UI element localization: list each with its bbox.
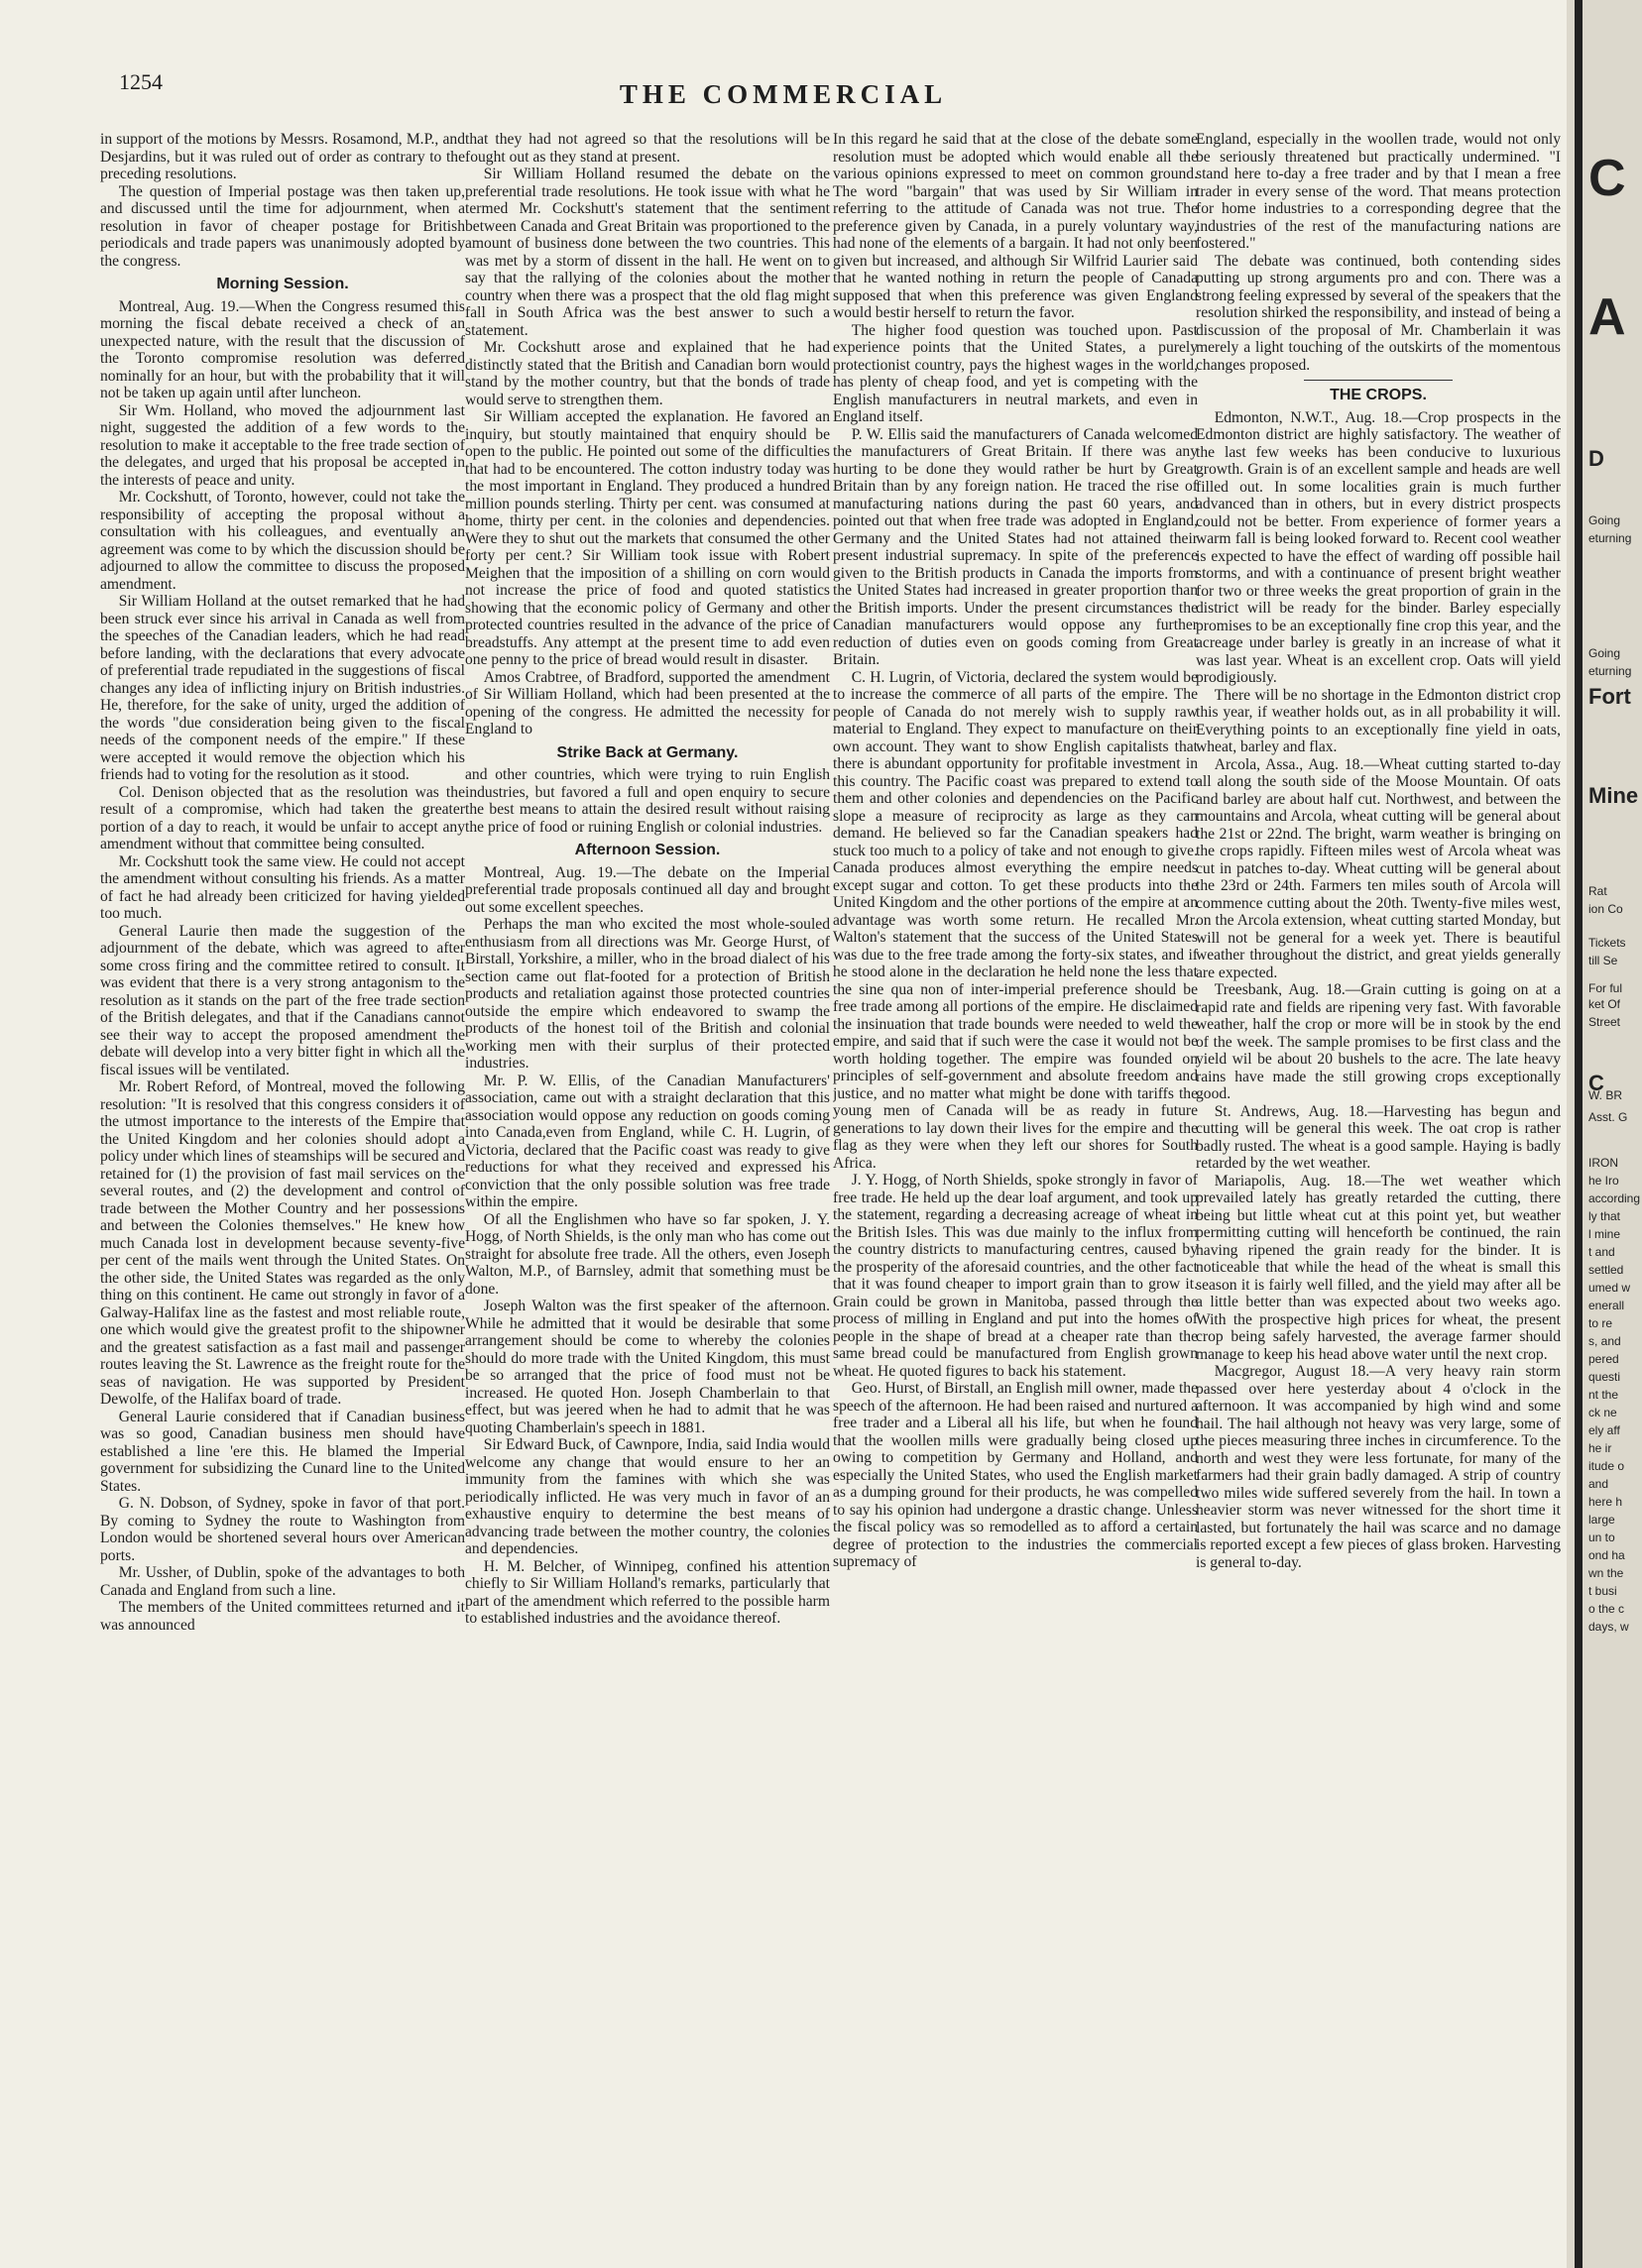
- margin-fragment: Going: [1588, 646, 1621, 660]
- margin-fragment: For ful: [1588, 981, 1623, 995]
- margin-fragment: ly that: [1588, 1209, 1621, 1223]
- column-1: [100, 131, 465, 2242]
- margin-fragment: wn the: [1588, 1566, 1624, 1580]
- margin-fragment: pered: [1588, 1352, 1619, 1366]
- adjacent-page-margin: [1567, 0, 1642, 2268]
- margin-fragment: large: [1588, 1513, 1615, 1527]
- margin-fragment: D: [1588, 446, 1604, 471]
- article-paragraph: Arcola, Assa., Aug. 18.—Wheat cutting started to-day all along the south side of the Moose Mountain. Of oats and barley are about half cut. Northwest, and between the mountains and Arcola, wheat cutting will be general about the 21st or 22nd. The bright, warm weather is bringing on the crops rapidly. Fifteen miles west of Arcola wheat was cut in patches to-day. Wheat cutting will be general about the 23rd or 24th. Farmers ten miles south of Arcola will commence cutting about the 20th. Twenty-five miles west, on the Arcola extension, wheat cutting started Monday, but will not be general for a week yet. There is beautiful weather throughout the district, and great yields generally are expected.: [1196, 755, 1561, 981]
- article-paragraph: General Laurie considered that if Canadian business was so good, Canadian business men should have established a line 'ere this. He blamed the Imperial government for subsidizing the Cunard line to the United States.: [100, 1408, 465, 1495]
- article-paragraph: England, especially in the woollen trade, would not only be seriously threatened but practically undermined. "I stand here to-day a free trader and by that I mean a free trader in every sense of the word. That means protection for home industries to a corresponding degree that the industries of the rest of the manufacturing nations are fostered.": [1196, 131, 1561, 252]
- article-paragraph: in support of the motions by Messrs. Rosamond, M.P., and Desjardins, but it was ruled out of order as contrary to the preceding resolutions.: [100, 131, 465, 182]
- margin-fragment: ond ha: [1588, 1548, 1625, 1562]
- article-paragraph: There will be no shortage in the Edmonton district crop this year, if weather holds out, as in all probability it will. Everything points to an exceptionally fine yield in oats, wheat, barley and flax.: [1196, 686, 1561, 755]
- margin-fragment: Asst. G: [1588, 1110, 1628, 1124]
- article-paragraph: In this regard he said that at the close of the debate some resolution must be adopted which would enable all the various opinions expressed to meet on common ground. The word "bargain" that was used by Sir William in referring to the attitude of Canada was not true. The preference given by Canada, in a purely voluntary way, had none of the elements of a bargain. It had not only been given but increased, and although Sir Wilfrid Laurier said that he wanted nothing in return the people of Canada supposed that when this preference was given England would bestir herself to return the favor.: [833, 131, 1198, 321]
- column-4: [1196, 131, 1561, 2242]
- article-paragraph: H. M. Belcher, of Winnipeg, confined his attention chiefly to Sir William Holland's remarks, particularly that part of the amendment which referred to the possible harm to established industries and the avoidance thereof.: [465, 1557, 830, 1627]
- margin-fragment: ket Of: [1588, 997, 1621, 1011]
- column-3: [833, 131, 1198, 2242]
- margin-fragment: according: [1588, 1191, 1641, 1205]
- margin-fragment: IRON: [1588, 1156, 1618, 1170]
- article-paragraph: General Laurie then made the suggestion of the adjournment of the debate, which was agreed to after some cross firing and the committee retired to consult. It was evident that there is a very strong antagonism to the resolution as it stands on the part of the free trade section of the British delegates, and that if the Canadians cannot see their way to accept the proposed amendment the debate will develop into a very bitter fight in which all the fiscal issues will be ventilated.: [100, 922, 465, 1078]
- article-paragraph: Of all the Englishmen who have so far spoken, J. Y. Hogg, of North Shields, is the only man who has come out straight for absolute free trade. All the others, even Joseph Walton, M.P., of Barnsley, admit that something must be done.: [465, 1210, 830, 1298]
- margin-fragment: Tickets: [1588, 936, 1626, 950]
- section-heading: THE CROPS.: [1330, 387, 1427, 403]
- article-paragraph: Montreal, Aug. 19.—When the Congress resumed this morning the fiscal debate received a check of an unexpected nature, with the result that the discussion of the Toronto compromise resolution was deferred nominally for an hour, but with the probability that it will not be taken up again until after luncheon.: [100, 297, 465, 401]
- article-paragraph: that they had not agreed so that the resolutions will be fought out as they stand at present.: [465, 131, 830, 166]
- article-paragraph: Sir William Holland at the outset remarked that he had been struck ever since his arrival in Canada as well from the speeches of the Canadian leaders, which he had read before landing, with the declarations that every advocate of preferential trade repudiated in the suggestions of fiscal changes any idea of inflicting injury on British industries. He, therefore, for the sake of unity, urged the addition of the words "due consideration being given to the fiscal needs of the component needs of the empire." If these were accepted it would remove the objection which his friends had to voting for the resolution as it stood.: [100, 593, 465, 783]
- article-paragraph: Edmonton, N.W.T., Aug. 18.—Crop prospects in the Edmonton district are highly satisfactory. The weather of the last few weeks has been conducive to luxurious growth. Grain is of an excellent sample and heads are well filled out. In some localities grain is much further advanced than in others, but in every district prospects could not be better. From experience of former years a warm fall is being looked forward to. Recent cool weather is expected to have the effect of warding off possible hail storms, and with a continuance of present bright weather for two or three weeks the great proportion of grain in the district will be ready for the binder. Barley especially promises to be an exceptionally fine crop this year, and the acreage under barley is greatly in an increase of what it was last year. Wheat is an excellent crop. Oats will yield prodigiously.: [1196, 408, 1561, 686]
- article-paragraph: Sir Wm. Holland, who moved the adjournment last night, suggested the addition of a few words to the resolution to make it acceptable to the free trade section of the delegates, and urged that his proposal be accepted in the interests of peace and unity.: [100, 401, 465, 489]
- binding-edge: [1575, 0, 1583, 2268]
- article-paragraph: Mr. Cockshutt, of Toronto, however, could not take the responsibility of accepting the proposal without a consultation with his colleagues, and eventually an agreement was come to by which the discussion should be adjourned to allow the committee to discuss the proposed amendment.: [100, 489, 465, 593]
- margin-fragment: s, and: [1588, 1334, 1621, 1348]
- article-paragraph: Treesbank, Aug. 18.—Grain cutting is going on at a rapid rate and fields are ripening very fast. With favorable weather, half the crop or more will be in stook by the end of the week. The sample promises to be first class and the yield wil be about 20 bushels to the acre. The late heavy rains have made the still growing crops exceptionally good.: [1196, 981, 1561, 1102]
- article-paragraph: Mr. Cockshutt arose and explained that he had distinctly stated that the British and Canadian born would stand by the mother country, but that the bonds of trade would serve to strengthen them.: [465, 339, 830, 408]
- margin-fragment: he Iro: [1588, 1174, 1619, 1188]
- page-number: 1254: [119, 69, 163, 94]
- column-2: [465, 131, 830, 2242]
- margin-fragment: t busi: [1588, 1584, 1617, 1598]
- article-paragraph: Mr. Robert Reford, of Montreal, moved the following resolution: "It is resolved that this congress considers it of the utmost importance to the interests of the Empire that the United Kingdom and her colonies should adopt a policy under which lines of steamships will be secured and retained for (1) the provision of fast mail services on the several routes, and (2) the development and control of trade between the Mother Country and her possessions and between the Colonies themselves." He knew how much Canada lost in development because seventy-five per cent of the mails went through the United States. On the other side, the United States was regarded as the only thing on this continent. He came out strongly in favor of a Galway-Halifax line as the fastest and most reliable route, one which would give the greatest profit to the shipowner and the greatest satisfaction as a fast mail and passenger routes leaving the St. Lawrence as the freight route for the seas of navigation. He was supported by President Dewolfe, of the Halifax board of trade.: [100, 1078, 465, 1408]
- article-paragraph: G. N. Dobson, of Sydney, spoke in favor of that port. By coming to Sydney the route to Washington from London would be shortened several hours over American ports.: [100, 1495, 465, 1564]
- margin-fragment: Fort: [1588, 684, 1631, 709]
- article-paragraph: Mr. Cockshutt took the same view. He could not accept the amendment without consulting his friends. As a matter of fact he had already been criticized for having yielded too much.: [100, 852, 465, 922]
- section-divider: [1304, 380, 1453, 381]
- margin-fragment: settled: [1588, 1263, 1624, 1277]
- margin-fragment: ck ne: [1588, 1406, 1617, 1419]
- margin-fragment: till Se: [1588, 954, 1618, 967]
- article-paragraph: Mr. Ussher, of Dublin, spoke of the advantages to both Canada and England from such a line.: [100, 1564, 465, 1599]
- article-paragraph: J. Y. Hogg, of North Shields, spoke strongly in favor of free trade. He held up the dear loaf argument, and took up the statement, regarding a decreasing acreage of wheat in the British Isles. This was due mainly to the influx from the country districts to manufacturing centres, caused by the prosperity of the aforesaid countries, and the other fact that it was found cheaper to import grain than to grow it. Grain could be grown in Manitoba, passed through the process of milling in England and put into the homes of people in the shape of bread at a cheaper rate than the same bread could be manufactured from English grown wheat. He quoted figures to back his statement.: [833, 1172, 1198, 1380]
- section-heading: Strike Back at Germany.: [556, 743, 739, 761]
- article-paragraph: Sir Edward Buck, of Cawnpore, India, said India would welcome any change that would ensure to her an immunity from the famines with which she was periodically inflicted. He was very much in favor of an exhaustive enquiry to determine the best means of advancing trade between the mother country, the colonies and dependencies.: [465, 1436, 830, 1557]
- margin-fragment: days, w: [1588, 1620, 1629, 1634]
- margin-fragment: and: [1588, 1477, 1609, 1491]
- article-paragraph: P. W. Ellis said the manufacturers of Canada welcomed the manufacturers of Great Britain. If there was any hurting to be done they would rather be hurt by Great Britain than by any foreign nation. He traced the rise of manufacturing nations during the past 60 years, and pointed out that when free trade was adopted in England, Germany and the United States had not attained their present industrial supremacy. In spite of the preference given to the British products in Canada the imports from the United States had increased in greater proportion than the British imports. Under the present circumstances the Canadian manufacturers would oppose any further reduction of duties even on goods coming from Great Britain.: [833, 425, 1198, 668]
- article-paragraph: Sir William accepted the explanation. He favored an inquiry, but stoutly maintained that enquiry should be open to the public. He pointed out some of the difficulties that had to be encountered. The cotton industry today was the most important in England. They produced a hundred million pounds sterling. Thirty per cent. was consumed at home, thirty per cent. in the colonies and dependencies. Were they to shut out the markets that consumed the other forty per cent.? Sir William took issue with Robert Meighen that the imposition of a shilling on corn would not increase the price of food and quoted statistics showing that the economic policy of Germany and other protected countries resulted in the advance of the price of breadstuffs. Any attempt at the present time to add even one penny to the price of bread would result in disaster.: [465, 408, 830, 668]
- article-paragraph: and other countries, which were trying to ruin English industries, but favored a full and open enquiry to secure the best means to attain the desired result without raising the price of food or ruining English or colonial industries.: [465, 766, 830, 836]
- margin-fragment: Going: [1588, 513, 1621, 527]
- margin-fragment: un to: [1588, 1531, 1615, 1544]
- margin-fragment: questi: [1588, 1370, 1621, 1384]
- article-paragraph: The higher food question was touched upon. Past experience points that the United States, a purely protectionist country, pays the highest wages in the world, has plenty of cheap food, and yet is competing with the English manufacturers in neutral markets, and even in England itself.: [833, 321, 1198, 425]
- margin-fragment: nt the: [1588, 1388, 1619, 1402]
- margin-fragment: Rat: [1588, 884, 1607, 898]
- margin-fragment: A: [1588, 288, 1626, 346]
- article-paragraph: Sir William Holland resumed the debate on the preferential trade resolutions. He took issue with what he termed Mr. Cockshutt's statement that the sentiment between Canada and Great Britain was proportioned to the amount of business done between the two countries. This was met by a storm of dissent in the hall. He went on to say that the rallying of the colonies about the mother country when there was a prospect that the old flag might fall in South Africa was the best answer to such a statement.: [465, 166, 830, 339]
- masthead-title: THE COMMERCIAL: [619, 79, 948, 109]
- margin-fragment: C: [1588, 1071, 1604, 1095]
- article-paragraph: Macgregor, August 18.—A very heavy rain storm passed over here yesterday about 4 o'clock in the afternoon. It was accompanied by high wind and some hail. The hail although not heavy was very large, some of the pieces measuring three inches in circumference. To the north and west they were less fortunate, for many of the farmers had their grain badly damaged. A strip of country two miles wide suffered severely from the hail. In town a heavier storm was never witnessed for the short time it lasted, but fortunately the hail was scarce and no damage is reported except a few pieces of glass broken. Harvesting is general to-day.: [1196, 1363, 1561, 1571]
- margin-fragment: he ir: [1588, 1441, 1612, 1455]
- article-paragraph: Mr. P. W. Ellis, of the Canadian Manufacturers' association, came out with a straight declaration that this association would oppose any reduction on goods coming into Canada,even from England, while C. H. Lugrin, of Victoria, declared that the Pacific coast was ready to give reductions for what they received and expressed his conviction that the only possible solution was free trade within the empire.: [465, 1072, 830, 1210]
- article-paragraph: The question of Imperial postage was then taken up, and discussed until the time for adjournment, when a resolution in favor of cheaper postage for British periodicals and trade papers was unanimously adopted by the congress.: [100, 182, 465, 270]
- margin-fragment: eturning: [1588, 664, 1632, 678]
- margin-fragment: eturning: [1588, 531, 1632, 545]
- article-paragraph: Mariapolis, Aug. 18.—The wet weather which prevailed lately has greatly retarded the cutting, there being but little wheat cut at this point yet, but weather permitting cutting will henceforth be continued, the rain having ripened the grain ready for the binder. It is noticeable that while the head of the wheat is small this season it is fairly well filled, and the yield may after all be a little better than was expected about two weeks ago. With the prospective high prices for wheat, the present crop being safely harvested, the average farmer should manage to keep his head above water until the next crop.: [1196, 1172, 1561, 1363]
- section-heading: Morning Session.: [216, 276, 349, 292]
- article-paragraph: Joseph Walton was the first speaker of the afternoon. While he admitted that it would be desirable that some arrangement should be come to whereby the colonies should do more trade with the United Kingdom, this must be so arranged that the price of food must not be increased. He quoted Hon. Joseph Chamberlain to that effect, but was jeered when he had to admit that he was quoting Chamberlain's speech in 1881.: [465, 1298, 830, 1436]
- margin-fragment: enerall: [1588, 1299, 1625, 1312]
- margin-fragment: ely aff: [1588, 1423, 1620, 1437]
- margin-fragment: Mine: [1588, 783, 1639, 808]
- article-paragraph: The debate was continued, both contending sides putting up strong arguments pro and con. There was a strong feeling expressed by several of the speakers that the resolution shirked the responsibility, and instead of being a discussion of the proposal of Mr. Chamberlain it was merely a light touching of the outskirts of the momentous changes proposed.: [1196, 252, 1561, 374]
- margin-fragment: C: [1588, 150, 1626, 207]
- article-paragraph: Perhaps the man who excited the most whole-souled enthusiasm from all directions was Mr. George Hurst, of Birstall, Yorkshire, a miller, who in the broad dialect of his section came out flat-footed for a protection of British products and retaliation against those protected countries outside the empire which endeavored to swamp the products of the honest toil of the British and colonial working men with their surplus of their protected industries.: [465, 916, 830, 1072]
- article-paragraph: Col. Denison objected that as the resolution was the result of a compromise, which had taken the greater portion of a day to reach, it would be unfair to accept any amendment without that committee being consulted.: [100, 783, 465, 852]
- margin-fragment: to re: [1588, 1316, 1613, 1330]
- article-paragraph: Amos Crabtree, of Bradford, supported the amendment of Sir William Holland, which had been presented at the opening of the congress. He admitted the necessity for England to: [465, 668, 830, 737]
- margin-fragment: ion Co: [1588, 902, 1623, 916]
- article-paragraph: The members of the United committees returned and it was announced: [100, 1599, 465, 1634]
- margin-fragment: itude o: [1588, 1459, 1625, 1473]
- margin-fragment: here h: [1588, 1495, 1623, 1509]
- margin-fragment: umed w: [1588, 1281, 1631, 1295]
- article-paragraph: St. Andrews, Aug. 18.—Harvesting has begun and cutting will be general this week. The oat crop is rather badly rusted. The wheat is a good sample. Haying is badly retarded by the wet weather.: [1196, 1102, 1561, 1172]
- article-paragraph: Montreal, Aug. 19.—The debate on the Imperial preferential trade proposals continued all day and brought out some excellent speeches.: [465, 863, 830, 916]
- section-heading: Afternoon Session.: [574, 842, 721, 858]
- margin-fragment: Street: [1588, 1015, 1621, 1029]
- margin-fragment: o the c: [1588, 1602, 1625, 1616]
- margin-fragment: t and: [1588, 1245, 1615, 1259]
- article-paragraph: Geo. Hurst, of Birstall, an English mill owner, made the speech of the afternoon. He had been raised and nurtured a free trader and a Liberal all his life, but when he found that the woollen mills were gradually being closed up owing to competition by Germany and Holland, and especially the United States, who used the English market as a dumping ground for their products, he was compelled to say his opinion had undergone a drastic change. Unless the fiscal policy was so remodelled as to afford a certain degree of protection to the industries the commercial supremacy of: [833, 1380, 1198, 1570]
- article-paragraph: C. H. Lugrin, of Victoria, declared the system would be to increase the commerce of all parts of the empire. The people of Canada do not merely wish to supply raw material to England. They expect to manufacture on their own account. They want to show English capitalists that there is abundant opportunity for profitable investment in this country. The Pacific coast was prepared to extend to them and other colonies and dependencies on the Pacific slope a measure of reciprocity as large as they can demand. He believed so far the Canadian speakers had stuck too much to a policy of take and not enough to give. Canada produces almost everything the empire needs except sugar and cotton. To get these products into the United Kingdom and the other portions of the empire at an advantage was worth some return. He recalled Mr. Walton's statement that the success of the United States was due to the free trade among the forty-six states, and if he stood alone in the declaration he held none the less that the sine qua non of inter-imperial preference should be free trade among all portions of the empire. He disclaimed the insinuation that trade bounds were needed to weld the empire, and said that if such were the case it would not be worth holding together. The empire was founded on principles of self-government and absolute freedom and justice, and no matter what might be done with tariffs the young men of Canada will be as ready in future generations to lay down their lives for the empire and the flag as they were when they left our shores for South Africa.: [833, 668, 1198, 1172]
- margin-fragment: l mine: [1588, 1227, 1621, 1241]
- margin-fragment: W. BR: [1588, 1088, 1623, 1102]
